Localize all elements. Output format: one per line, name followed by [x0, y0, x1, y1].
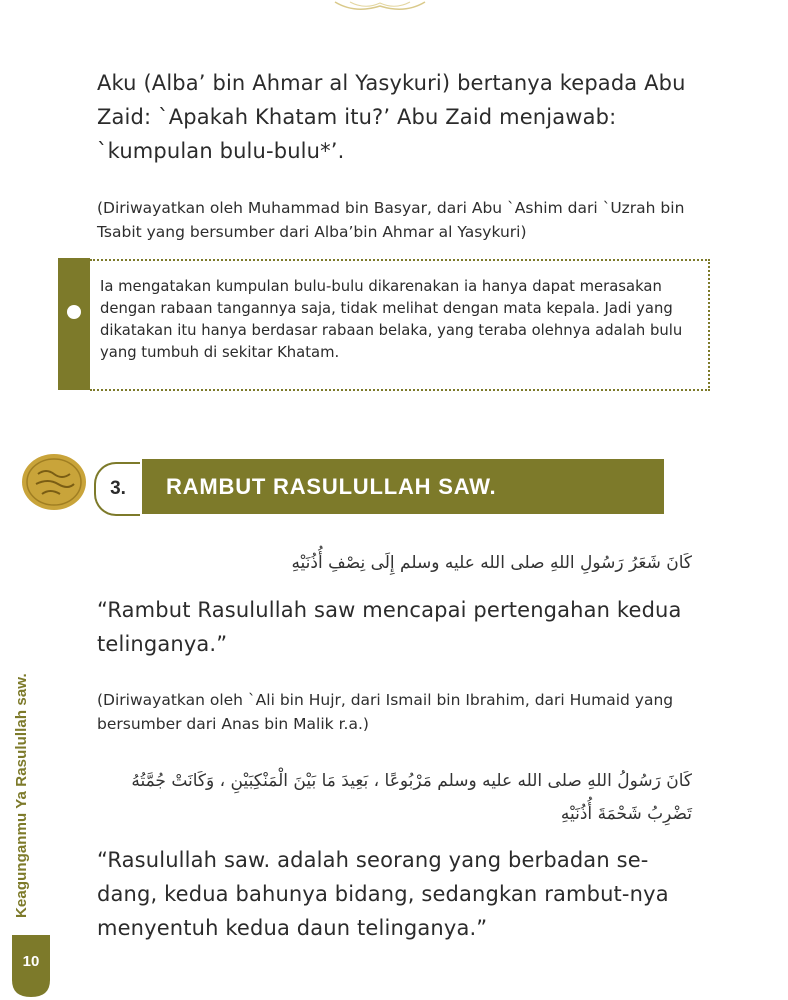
hadith-translation-2: “Rasulullah saw. adalah seorang yang berbadan se-dang, kedua bahunya bidang, sedangkan rambut-nya menyentuh kedua daun telinganya.” — [97, 848, 669, 940]
note-bullet-icon — [67, 305, 81, 319]
top-ornament — [330, 0, 430, 14]
intro-paragraph: Aku (Alba’ bin Ahmar al Yasykuri) bertanya kepada Abu Zaid: `Apakah Khatam itu?’ Abu Zaid menjawab: `kumpulan bulu-bulu*’. — [97, 71, 686, 163]
arabic-hadith-2: كَانَ رَسُولُ اللهِ صلى الله عليه وسلم مَرْبُوعًا ، بَعِيدَ مَا بَيْنَ الْمَنْكِبَيْنِ ، وَكَانَتْ جُمَّتُهُ تَضْرِبُ شَحْمَةَ أُذُنَيْهِ — [131, 771, 692, 824]
note-side-bar — [58, 258, 90, 390]
footnote-text: Ia mengatakan kumpulan bulu-bulu dikarenakan ia hanya dapat merasakan dengan rabaan tangannya saja, tidak melihat dengan mata kepala. Jadi yang dikatakan itu hanya berdasar rabaan belaka, yang teraba olehnya adalah bulu yang tumbuh di sekitar Khatam. — [100, 278, 683, 361]
section-title-bar — [142, 459, 664, 514]
section-title: RAMBUT RASULULLAH SAW. — [166, 473, 497, 499]
page-number: 10 — [22, 953, 40, 970]
narration-source-1: (Diriwayatkan oleh Muhammad bin Basyar, dari Abu `Ashim dari `Uzrah bin Tsabit yang bersumber dari Alba’bin Ahmar al Yasykuri) — [97, 199, 685, 241]
coin-seal-icon — [20, 452, 88, 512]
narration-source-2: (Diriwayatkan oleh `Ali bin Hujr, dari Ismail bin Ibrahim, dari Humaid yang bersumber dari Anas bin Malik r.a.) — [97, 691, 674, 733]
book-side-title: Keagunganmu Ya Rasulullah saw. — [13, 673, 30, 918]
section-number: 3. — [94, 462, 140, 516]
hadith-translation-1: “Rambut Rasulullah saw mencapai pertengahan kedua telinganya.” — [97, 598, 682, 656]
arabic-hadith-1: كَانَ شَعَرُ رَسُولِ اللهِ صلى الله عليه وسلم إِلَى نِصْفِ أُذُنَيْهِ — [291, 553, 692, 573]
